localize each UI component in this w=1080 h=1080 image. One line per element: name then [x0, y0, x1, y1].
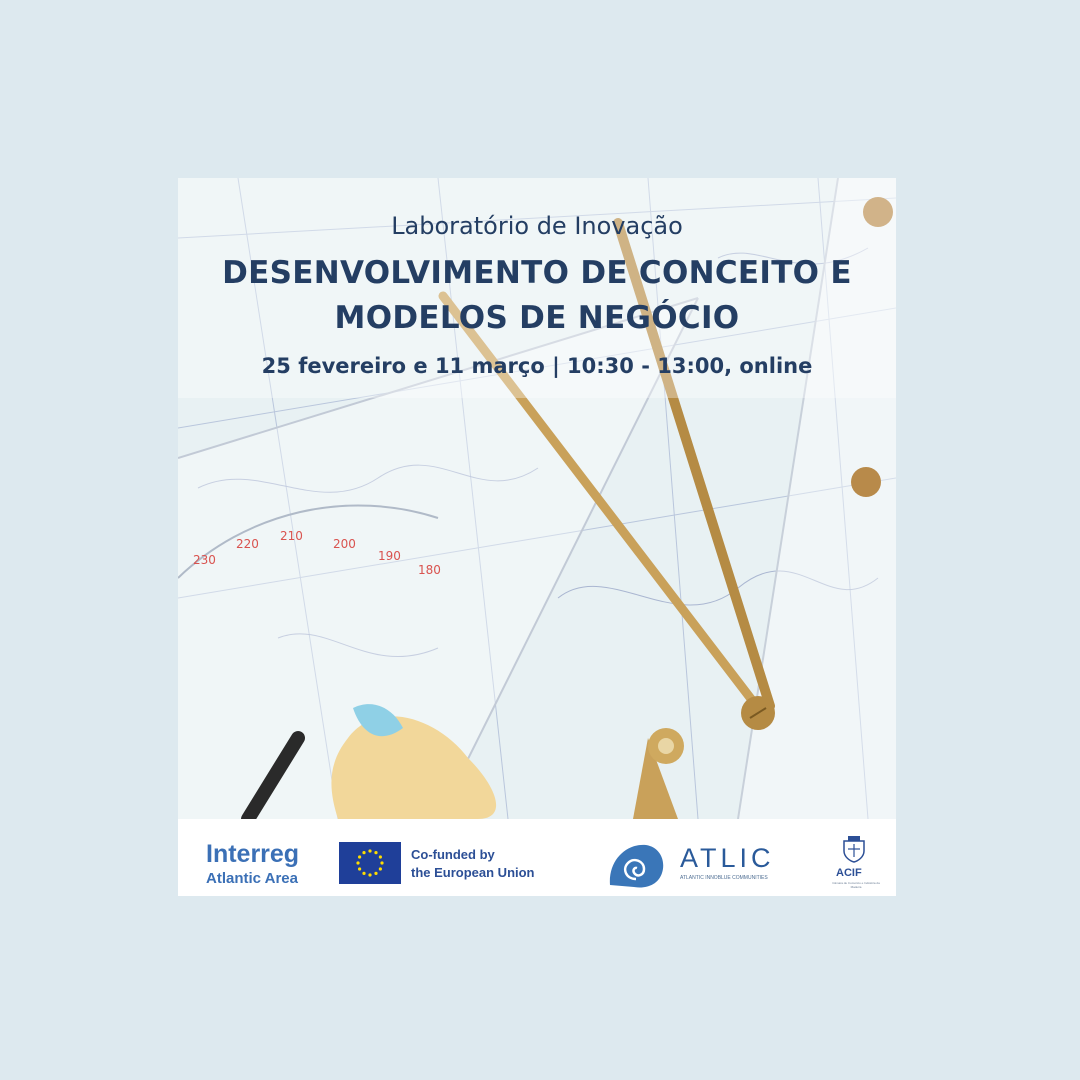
- eu-flag-icon: [339, 842, 401, 884]
- svg-text:180: 180: [418, 563, 441, 577]
- partner-logos-bar: [178, 819, 896, 896]
- svg-text:210: 210: [280, 529, 303, 543]
- atlic-logo-tagline: ATLANTIC INNOBLUE COMMUNITIES: [680, 875, 768, 881]
- event-title-line-1: DESENVOLVIMENTO DE CONCEITO E: [222, 255, 852, 291]
- atlic-logo-name: ATLIC: [680, 843, 775, 873]
- svg-text:230: 230: [193, 553, 216, 567]
- svg-text:200: 200: [333, 537, 356, 551]
- event-subtitle: Laboratório de Inovação: [391, 212, 683, 240]
- acif-logo-name: ACIF: [836, 867, 862, 879]
- eu-cofunded-line-2: the European Union: [411, 865, 535, 880]
- event-title-line-2: MODELOS DE NEGÓCIO: [334, 300, 740, 336]
- interreg-logo-program: Atlantic Area: [206, 870, 298, 887]
- poster-image: [178, 178, 896, 819]
- eu-cofunded-line-1: Co-funded by: [411, 847, 495, 862]
- svg-text:220: 220: [236, 537, 259, 551]
- poster-card: [178, 178, 896, 896]
- acif-logo-subtitle: Câmara de Comércio e Indústria da Madeira: [832, 881, 880, 889]
- interreg-logo-name: Interreg: [206, 840, 300, 868]
- acif-crest-icon: [840, 835, 868, 863]
- atlic-spiral-icon: [606, 839, 666, 891]
- svg-text:190: 190: [378, 549, 401, 563]
- event-date-time: 25 fevereiro e 11 março | 10:30 - 13:00, online: [261, 354, 813, 378]
